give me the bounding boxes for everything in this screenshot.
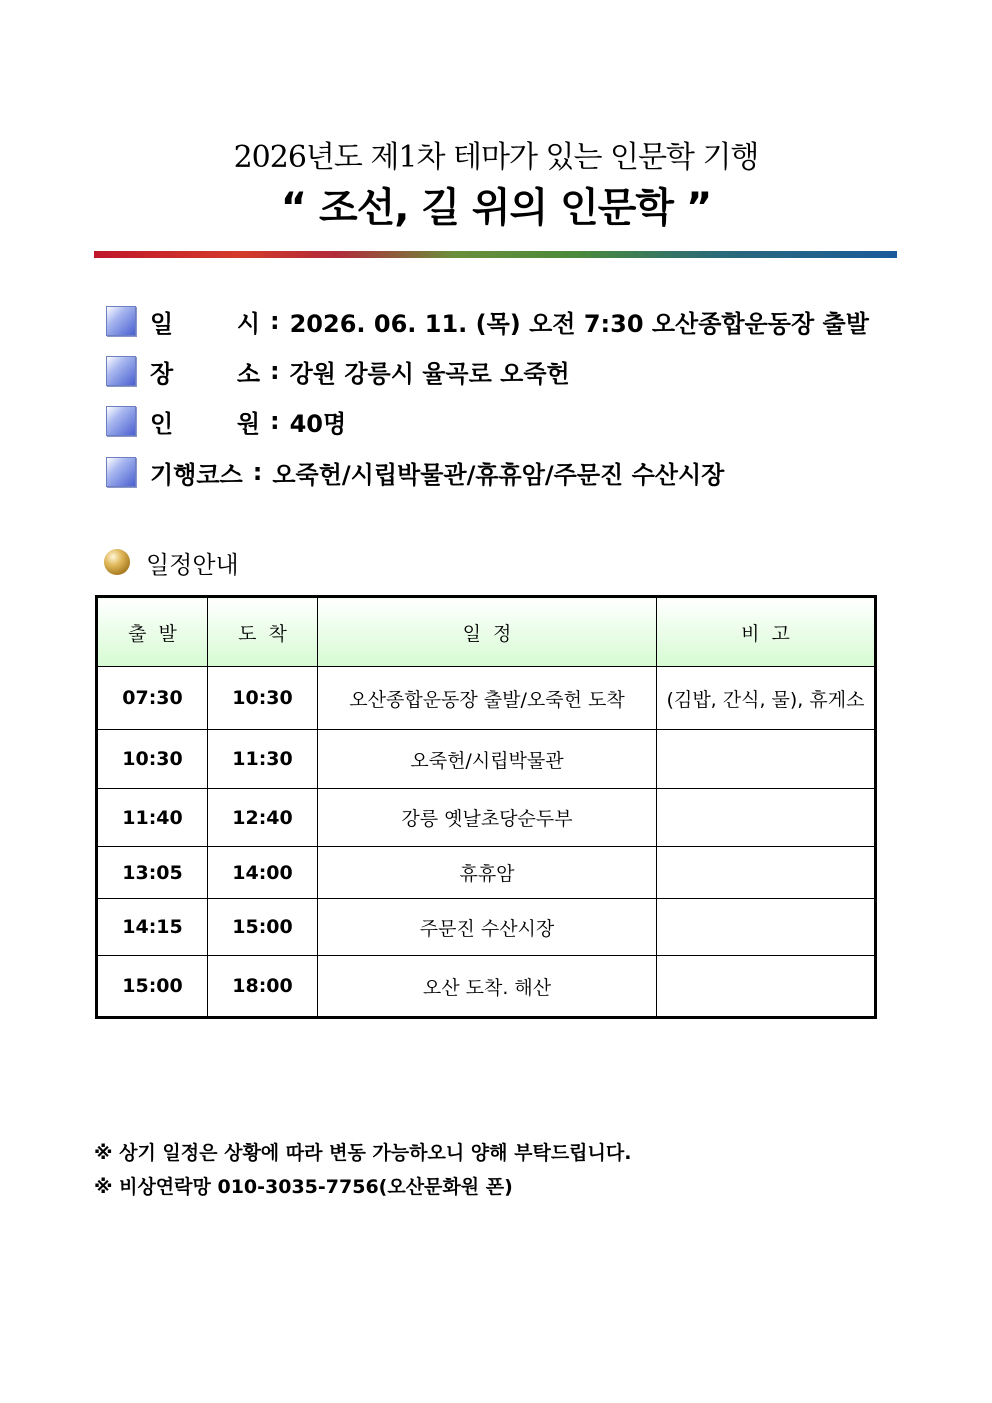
gold-ball-icon	[104, 549, 130, 575]
cell-plan: 주문진 수산시장	[318, 899, 657, 956]
info-value: 40명	[289, 409, 347, 438]
info-label: 일 시	[150, 309, 260, 338]
cell-depart: 13:05	[97, 847, 208, 899]
document-subtitle: 2026년도 제1차 테마가 있는 인문학 기행	[233, 140, 759, 175]
cell-plan: 휴휴암	[318, 847, 657, 899]
info-row-people: 인 원 : 40명	[106, 404, 346, 438]
info-value: 오죽헌/시립박물관/휴휴암/주문진 수산시장	[272, 460, 725, 489]
blue-square-icon	[106, 306, 136, 336]
cell-plan: 오산 도착. 해산	[318, 956, 657, 1018]
cell-arrive: 15:00	[208, 899, 318, 956]
cell-plan: 강릉 옛날초당순두부	[318, 789, 657, 847]
cell-depart: 11:40	[97, 789, 208, 847]
cell-arrive: 14:00	[208, 847, 318, 899]
cell-plan: 오죽헌/시립박물관	[318, 730, 657, 789]
cell-note	[657, 899, 876, 956]
info-row-datetime: 일 시 : 2026. 06. 11. (목) 오전 7:30 오산종합운동장 출발	[106, 304, 869, 338]
header-plan: 일 정	[318, 597, 657, 667]
info-label: 장 소	[150, 359, 260, 388]
schedule-heading	[104, 546, 239, 578]
cell-depart: 15:00	[97, 956, 208, 1018]
cell-note	[657, 847, 876, 899]
schedule-table	[95, 595, 877, 1019]
blue-square-icon	[106, 406, 136, 436]
info-row-course: 기행코스 : 오죽헌/시립박물관/휴휴암/주문진 수산시장	[106, 455, 724, 489]
info-value: 강원 강릉시 율곡로 오죽헌	[289, 359, 570, 388]
cell-arrive: 12:40	[208, 789, 318, 847]
footnote-schedule-change: ※ 상기 일정은 상황에 따라 변동 가능하오니 양해 부탁드립니다.	[94, 1142, 632, 1164]
header-arrive: 도 착	[208, 597, 318, 667]
footnote-emergency-contact: ※ 비상연락망 010-3035-7756(오산문화원 폰)	[94, 1176, 513, 1198]
cell-depart: 07:30	[97, 667, 208, 730]
schedule-heading-text: 일정안내	[146, 550, 239, 579]
info-label: 기행코스	[150, 460, 243, 489]
table-header-row	[97, 597, 876, 667]
color-divider	[94, 251, 897, 258]
info-value: 2026. 06. 11. (목) 오전 7:30 오산종합운동장 출발	[289, 309, 869, 338]
table-row	[97, 847, 876, 899]
cell-note	[657, 730, 876, 789]
info-label: 인 원	[150, 409, 260, 438]
cell-note: (김밥, 간식, 물), 휴게소	[657, 667, 876, 730]
table-row	[97, 789, 876, 847]
blue-square-icon	[106, 356, 136, 386]
header-depart: 출 발	[97, 597, 208, 667]
document-title: “ 조선, 길 위의 인문학 ”	[280, 185, 712, 231]
cell-depart: 10:30	[97, 730, 208, 789]
table-row	[97, 667, 876, 730]
table-row	[97, 899, 876, 956]
cell-arrive: 11:30	[208, 730, 318, 789]
cell-plan: 오산종합운동장 출발/오죽헌 도착	[318, 667, 657, 730]
cell-note	[657, 789, 876, 847]
info-row-place: 장 소 : 강원 강릉시 율곡로 오죽헌	[106, 354, 570, 388]
table-row	[97, 730, 876, 789]
header-note: 비 고	[657, 597, 876, 667]
table-row	[97, 956, 876, 1018]
cell-arrive: 10:30	[208, 667, 318, 730]
cell-note	[657, 956, 876, 1018]
blue-square-icon	[106, 457, 136, 487]
cell-depart: 14:15	[97, 899, 208, 956]
cell-arrive: 18:00	[208, 956, 318, 1018]
